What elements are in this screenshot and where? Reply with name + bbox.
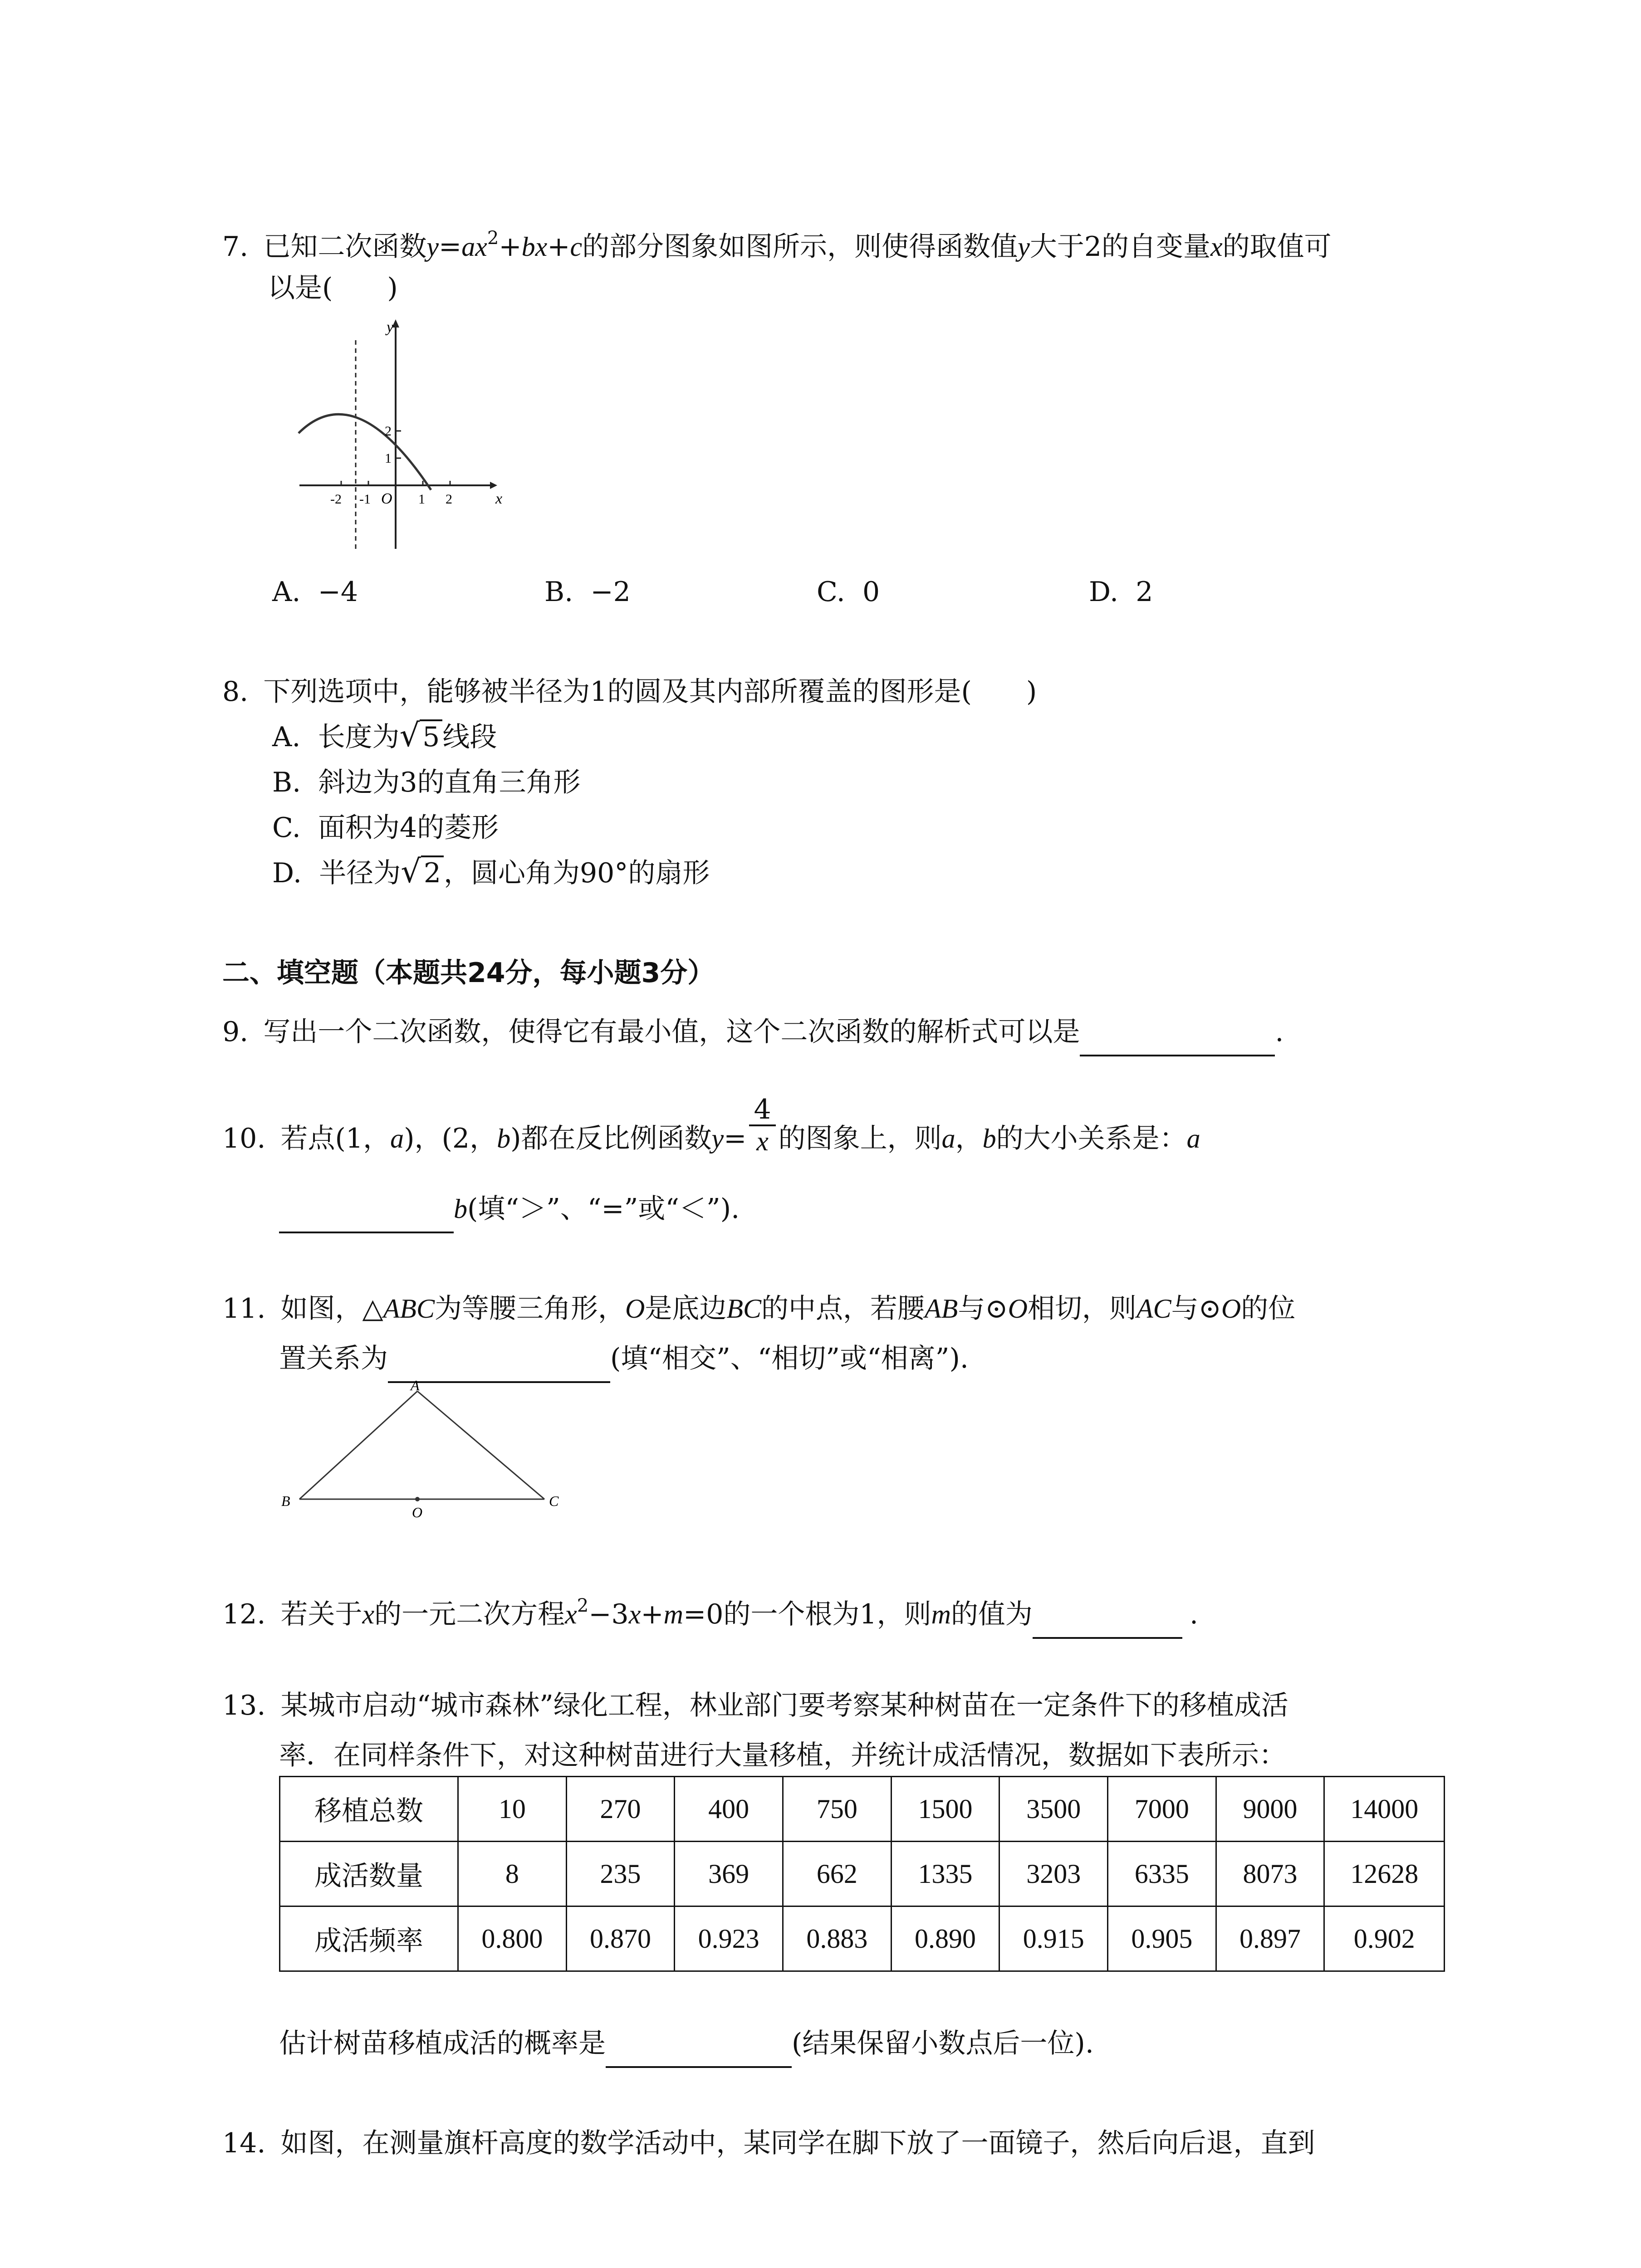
table-cell: 369 — [675, 1842, 783, 1906]
y-axis-label: y — [387, 319, 394, 336]
question-13-line-1 — [222, 1687, 1288, 1724]
question-13-estimate: 估计树苗移植成活的概率是 (结果保留小数点后一位). — [279, 2025, 1094, 2068]
table-cell: 235 — [566, 1842, 675, 1906]
table-cell: 0.897 — [1216, 1906, 1324, 1971]
formula-term: ax — [461, 232, 487, 262]
y-tick-label: 2 — [385, 424, 392, 439]
question-number: 13. — [222, 1690, 266, 1721]
side-ac — [417, 1391, 544, 1499]
question-13-line-2: 率．在同样条件下，对这种树苗进行大量移植，并统计成活情况，数据如下表所示： — [279, 1740, 1286, 1771]
table-cell: 0.890 — [891, 1906, 999, 1971]
point-label-o: O — [412, 1504, 423, 1520]
fraction: $\frac{4}{x}$ — [749, 1095, 775, 1156]
vertex-label-b: B — [281, 1493, 290, 1509]
parabola-graph — [290, 313, 504, 558]
table-cell: 9000 — [1216, 1777, 1324, 1842]
formula-op: + — [499, 231, 522, 263]
table-cell: 3203 — [999, 1842, 1108, 1906]
x-tick-label: -1 — [359, 492, 371, 507]
question-7-options — [272, 574, 1361, 610]
question-text: 的部分图象如图所示，则使得函数值 — [582, 231, 1018, 263]
option-b[interactable]: B. −2 — [544, 576, 631, 608]
vertex-label-c: C — [549, 1493, 559, 1509]
table-row — [280, 1777, 1445, 1842]
row-header: 成活数量 — [280, 1842, 458, 1906]
option-c[interactable]: C. 0 — [817, 576, 880, 608]
origin-label: O — [381, 490, 392, 507]
table-cell: 270 — [566, 1777, 675, 1842]
table-cell: 8073 — [1216, 1842, 1324, 1906]
option-a[interactable]: A. −4 — [272, 576, 358, 608]
y-tick-label: 1 — [385, 451, 392, 466]
question-9: 9. 写出一个二次函数，使得它有最小值，这个二次函数的解析式可以是 . — [222, 1014, 1283, 1056]
question-number: 10. — [222, 1123, 266, 1154]
table-cell: 0.902 — [1324, 1906, 1445, 1971]
transplant-data-table — [279, 1776, 1445, 1972]
row-header: 成活频率 — [280, 1906, 458, 1971]
question-8-text — [222, 674, 1037, 710]
table-cell: 1500 — [891, 1777, 999, 1842]
question-number: 8. — [222, 676, 249, 708]
x-tick-label: 2 — [446, 492, 452, 507]
table-cell: 1335 — [891, 1842, 999, 1906]
formula-op: + — [547, 231, 570, 263]
table-row — [280, 1906, 1445, 1971]
vertex-label-a: A — [411, 1377, 420, 1393]
question-8-option-a[interactable]: A. 长度为√ 5 线段 — [272, 719, 497, 755]
triangle-figure — [272, 1377, 572, 1531]
question-text: 写出一个二次函数，使得它有最小值，这个二次函数的解析式可以是 — [263, 1016, 1080, 1048]
question-number: 9. — [222, 1016, 249, 1048]
table-cell: 10 — [458, 1777, 567, 1842]
x-axis-arrow — [490, 482, 497, 489]
table-cell: 750 — [783, 1777, 892, 1842]
question-number: 14. — [222, 2127, 266, 2159]
question-number: 12. — [222, 1598, 266, 1630]
table-cell: 8 — [458, 1842, 567, 1906]
section-heading: 二、填空题（本题共24分，每小题3分） — [222, 957, 715, 989]
table-cell: 0.923 — [675, 1906, 783, 1971]
question-8-option-c[interactable]: C. 面积为4的菱形 — [272, 812, 499, 844]
formula-term: c — [570, 232, 583, 262]
table-cell: 0.870 — [566, 1906, 675, 1971]
answer-blank[interactable] — [279, 1195, 454, 1233]
x-axis-label: x — [495, 490, 503, 507]
answer-blank[interactable] — [606, 2030, 792, 2068]
question-number: 11. — [222, 1293, 266, 1325]
question-text: 下列选项中，能够被半径为1的圆及其内部所覆盖的图形是( ) — [263, 676, 1037, 708]
question-8-option-b[interactable]: B. 斜边为3的直角三角形 — [272, 767, 581, 798]
formula-var: y — [1018, 232, 1030, 262]
table-cell: 0.905 — [1108, 1906, 1216, 1971]
question-text: 大于2的自变量 — [1029, 231, 1211, 263]
question-10-line-2: b(填“＞”、“=”或“＜”). — [279, 1191, 740, 1233]
question-14-line-1 — [222, 2125, 1315, 2161]
table-cell: 0.800 — [458, 1906, 567, 1971]
x-tick-label: -2 — [330, 492, 342, 507]
formula-exponent: 2 — [487, 228, 499, 249]
formula-var: y — [426, 232, 439, 262]
x-tick-label: 1 — [418, 492, 425, 507]
option-d[interactable]: D. 2 — [1089, 576, 1153, 608]
table-cell: 0.915 — [999, 1906, 1108, 1971]
table-cell: 0.883 — [783, 1906, 892, 1971]
question-8-option-d[interactable]: D. 半径为√ 2 ，圆心角为90°的扇形 — [272, 855, 710, 891]
question-7-line-1 — [222, 220, 1332, 265]
question-12: 12. 若关于x的一元二次方程$x^2-3x+m=0$的一个根为1，则m的值为 . — [222, 1588, 1198, 1639]
question-10-line-1: 10. 若点(1，a)，(2，b)都在反比例函数y= $\frac{4}{x}$ 的图象上，则a，b的大小关系是：a — [222, 1094, 1200, 1157]
sqrt-symbol: √ 2 — [401, 855, 444, 891]
question-7-line-2: 以是( ) — [268, 272, 398, 304]
formula-op: = — [438, 231, 462, 263]
table-cell: 400 — [675, 1777, 783, 1842]
midpoint-o — [415, 1497, 420, 1501]
sqrt-symbol: √ 5 — [400, 719, 443, 755]
question-text: 某城市启动“城市森林”绿化工程，林业部门要考察某种树苗在一定条件下的移植成活 — [280, 1690, 1288, 1721]
question-text: 的取值可 — [1222, 231, 1332, 263]
question-11-line-2: 置关系为 (填“相交”、“相切”或“相离”). — [279, 1340, 969, 1383]
table-cell: 6335 — [1108, 1842, 1216, 1906]
table-row — [280, 1842, 1445, 1906]
question-text: 如图，在测量旗杆高度的数学活动中，某同学在脚下放了一面镜子，然后向后退，直到 — [280, 2127, 1315, 2159]
formula-var: x — [1210, 232, 1223, 262]
question-number: 7. — [222, 231, 249, 263]
question-text: 已知二次函数 — [263, 231, 427, 263]
question-11-line-1: 11. 如图，△ABC为等腰三角形，O是底边BC的中点，若腰AB与⊙O相切，则AC与⊙O的位 — [222, 1293, 1296, 1325]
row-header: 移植总数 — [280, 1777, 458, 1842]
answer-blank[interactable] — [1080, 1018, 1275, 1056]
formula-term: bx — [521, 232, 548, 262]
table-cell: 7000 — [1108, 1777, 1216, 1842]
answer-blank[interactable] — [1033, 1601, 1182, 1639]
table-cell: 3500 — [999, 1777, 1108, 1842]
side-ab — [299, 1391, 417, 1499]
parabola-curve — [299, 414, 431, 490]
table-cell: 12628 — [1324, 1842, 1445, 1906]
table-cell: 14000 — [1324, 1777, 1445, 1842]
table-cell: 662 — [783, 1842, 892, 1906]
